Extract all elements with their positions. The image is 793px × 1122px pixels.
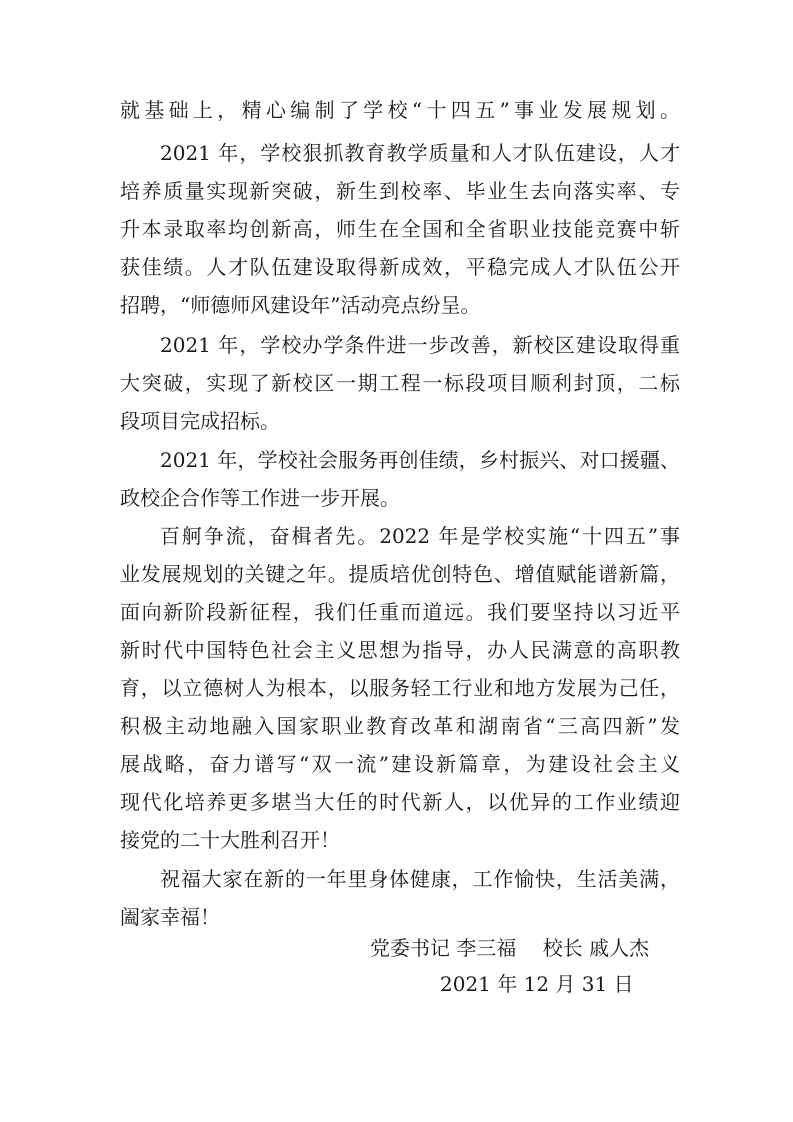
paragraph-line: 展战略，奋力谱写“双一流”建设新篇章，为建设社会主义 — [120, 752, 680, 776]
paragraph-line: 百舸争流，奋楫者先。2022 年是学校实施“十四五”事 — [160, 524, 680, 548]
paragraph-line: 获佳绩。人才队伍建设取得新成效，平稳完成人才队伍公开 — [120, 255, 680, 279]
paragraph-line: 招聘，“师德师风建设年”活动亮点纷呈。 — [120, 293, 481, 317]
paragraph-line: 育，以立德树人为根本，以服务轻工行业和地方发展为己任， — [120, 676, 680, 700]
paragraph-line: 2021 年，学校办学条件进一步改善，新校区建设取得重 — [160, 333, 680, 357]
paragraph-line: 祝福大家在新的一年里身体健康，工作愉快，生活美满， — [160, 867, 680, 891]
paragraph-line: 接党的二十大胜利召开！ — [120, 828, 340, 852]
paragraph-line: 积极主动地融入国家职业教育改革和湖南省“三高四新”发 — [120, 714, 680, 738]
paragraph-line: 大突破，实现了新校区一期工程一标段项目顺利封顶，二标 — [120, 371, 680, 395]
paragraph-line: 业发展规划的关键之年。提质培优创特色、增值赋能谱新篇， — [120, 562, 680, 586]
paragraph-line: 新时代中国特色社会主义思想为指导，办人民满意的高职教 — [120, 638, 680, 662]
signature: 党委书记 李三福 校长 戚人杰 — [370, 936, 650, 960]
paragraph-line: 2021 年，学校社会服务再创佳绩，乡村振兴、对口援疆、 — [160, 448, 680, 472]
date: 2021 年 12 月 31 日 — [440, 972, 634, 996]
paragraph-line: 面向新阶段新征程，我们任重而道远。我们要坚持以习近平 — [120, 600, 680, 624]
paragraph-line: 现代化培养更多堪当大任的时代新人，以优异的工作业绩迎 — [120, 790, 680, 814]
paragraph-line: 培养质量实现新突破，新生到校率、毕业生去向落实率、专 — [120, 179, 680, 203]
paragraph-line: 就基础上，精心编制了学校“十四五”事业发展规划。 — [120, 98, 680, 122]
paragraph-line: 段项目完成招标。 — [120, 409, 280, 433]
paragraph-line: 2021 年，学校狠抓教育教学质量和人才队伍建设，人才 — [160, 141, 680, 165]
paragraph-line: 阖家幸福！ — [120, 905, 220, 929]
paragraph-line: 升本录取率均创新高，师生在全国和全省职业技能竞赛中斩 — [120, 217, 680, 241]
paragraph-line: 政校企合作等工作进一步开展。 — [120, 486, 400, 510]
